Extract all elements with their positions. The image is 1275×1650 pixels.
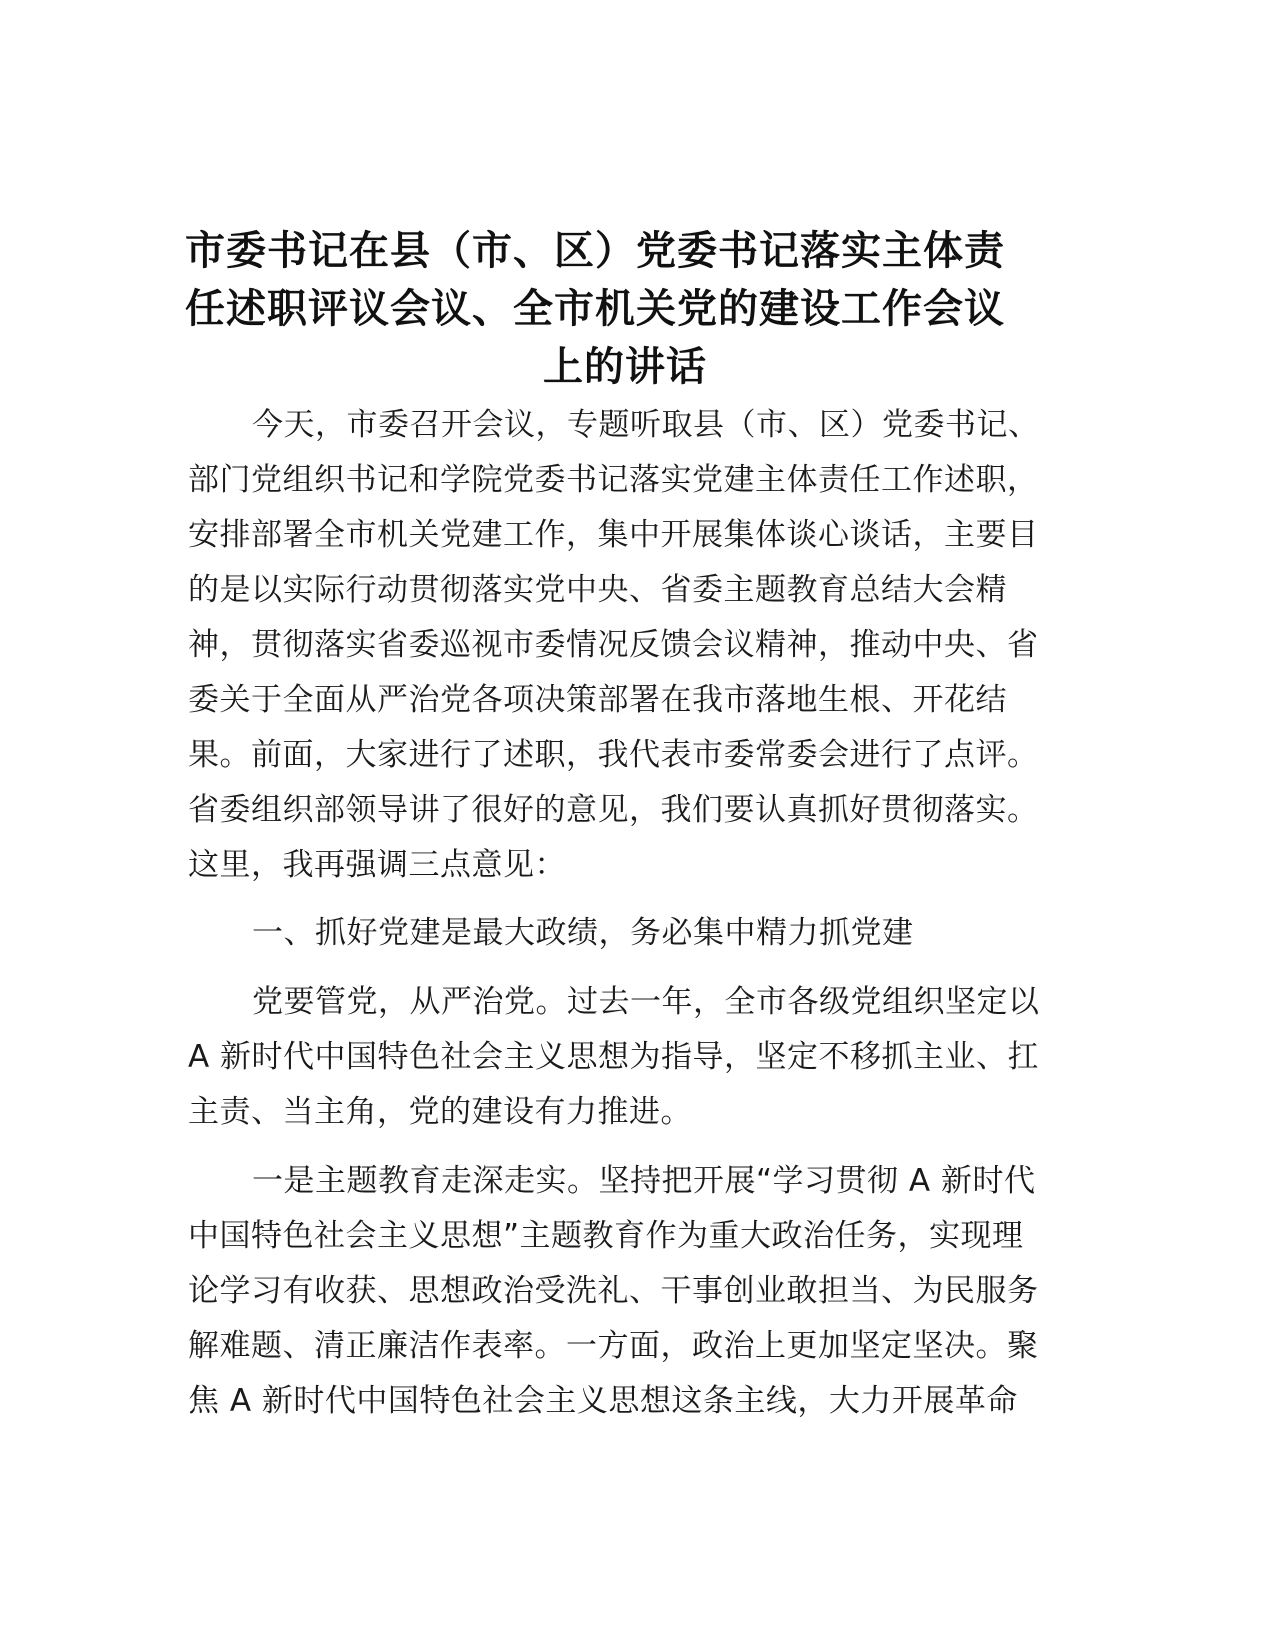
paragraph-1-line-5: 神，贯彻落实省委巡视市委情况反馈会议精神，推动中央、省 (188, 627, 1039, 663)
title-line-3: 上的讲话 (543, 344, 707, 390)
paragraph-1-line-1: 今天，市委召开会议，专题听取县（市、区）党委书记、 (252, 407, 1040, 443)
paragraph-2-line-3: 主责、当主角，党的建设有力推进。 (188, 1094, 692, 1130)
paragraph-2-line-2: A 新时代中国特色社会主义思想为指导，坚定不移抓主业、扛 (188, 1039, 1040, 1075)
paragraph-3-line-2: 中国特色社会主义思想”主题教育作为重大政治任务，实现理 (188, 1218, 1024, 1254)
paragraph-1-line-6: 委关于全面从严治党各项决策部署在我市落地生根、开花结 (188, 682, 1007, 718)
paragraph-1-line-8: 省委组织部领导讲了很好的意见，我们要认真抓好贯彻落实。 (188, 792, 1039, 828)
paragraph-3-line-5: 焦 A 新时代中国特色社会主义思想这条主线，大力开展革命 (188, 1383, 1018, 1419)
paragraph-3-line-4: 解难题、清正廉洁作表率。一方面，政治上更加坚定坚决。聚 (188, 1328, 1039, 1364)
paragraph-1-line-7: 果。前面，大家进行了述职，我代表市委常委会进行了点评。 (188, 737, 1039, 773)
paragraph-1-line-2: 部门党组织书记和学院党委书记落实党建主体责任工作述职， (188, 462, 1039, 498)
title-line-1: 市委书记在县（市、区）党委书记落实主体责 (185, 228, 1005, 274)
paragraph-1-line-3: 安排部署全市机关党建工作，集中开展集体谈心谈话，主要目 (188, 517, 1039, 553)
paragraph-1-line-4: 的是以实际行动贯彻落实党中央、省委主题教育总结大会精 (188, 572, 1007, 608)
document-title (185, 222, 1085, 396)
paragraph-1-line-9: 这里，我再强调三点意见： (188, 847, 566, 883)
paragraph-2-line-1: 党要管党，从严治党。过去一年，全市各级党组织坚定以 (252, 984, 1040, 1020)
paragraph-3-line-3: 论学习有收获、思想政治受洗礼、干事创业敢担当、为民服务 (188, 1273, 1039, 1309)
title-line-2: 任述职评议会议、全市机关党的建设工作会议 (185, 286, 1005, 332)
paragraph-3-line-1: 一是主题教育走深走实。坚持把开展“学习贯彻 A 新时代 (252, 1163, 1036, 1199)
section-heading-1: 一、抓好党建是最大政绩，务必集中精力抓党建 (252, 915, 914, 951)
